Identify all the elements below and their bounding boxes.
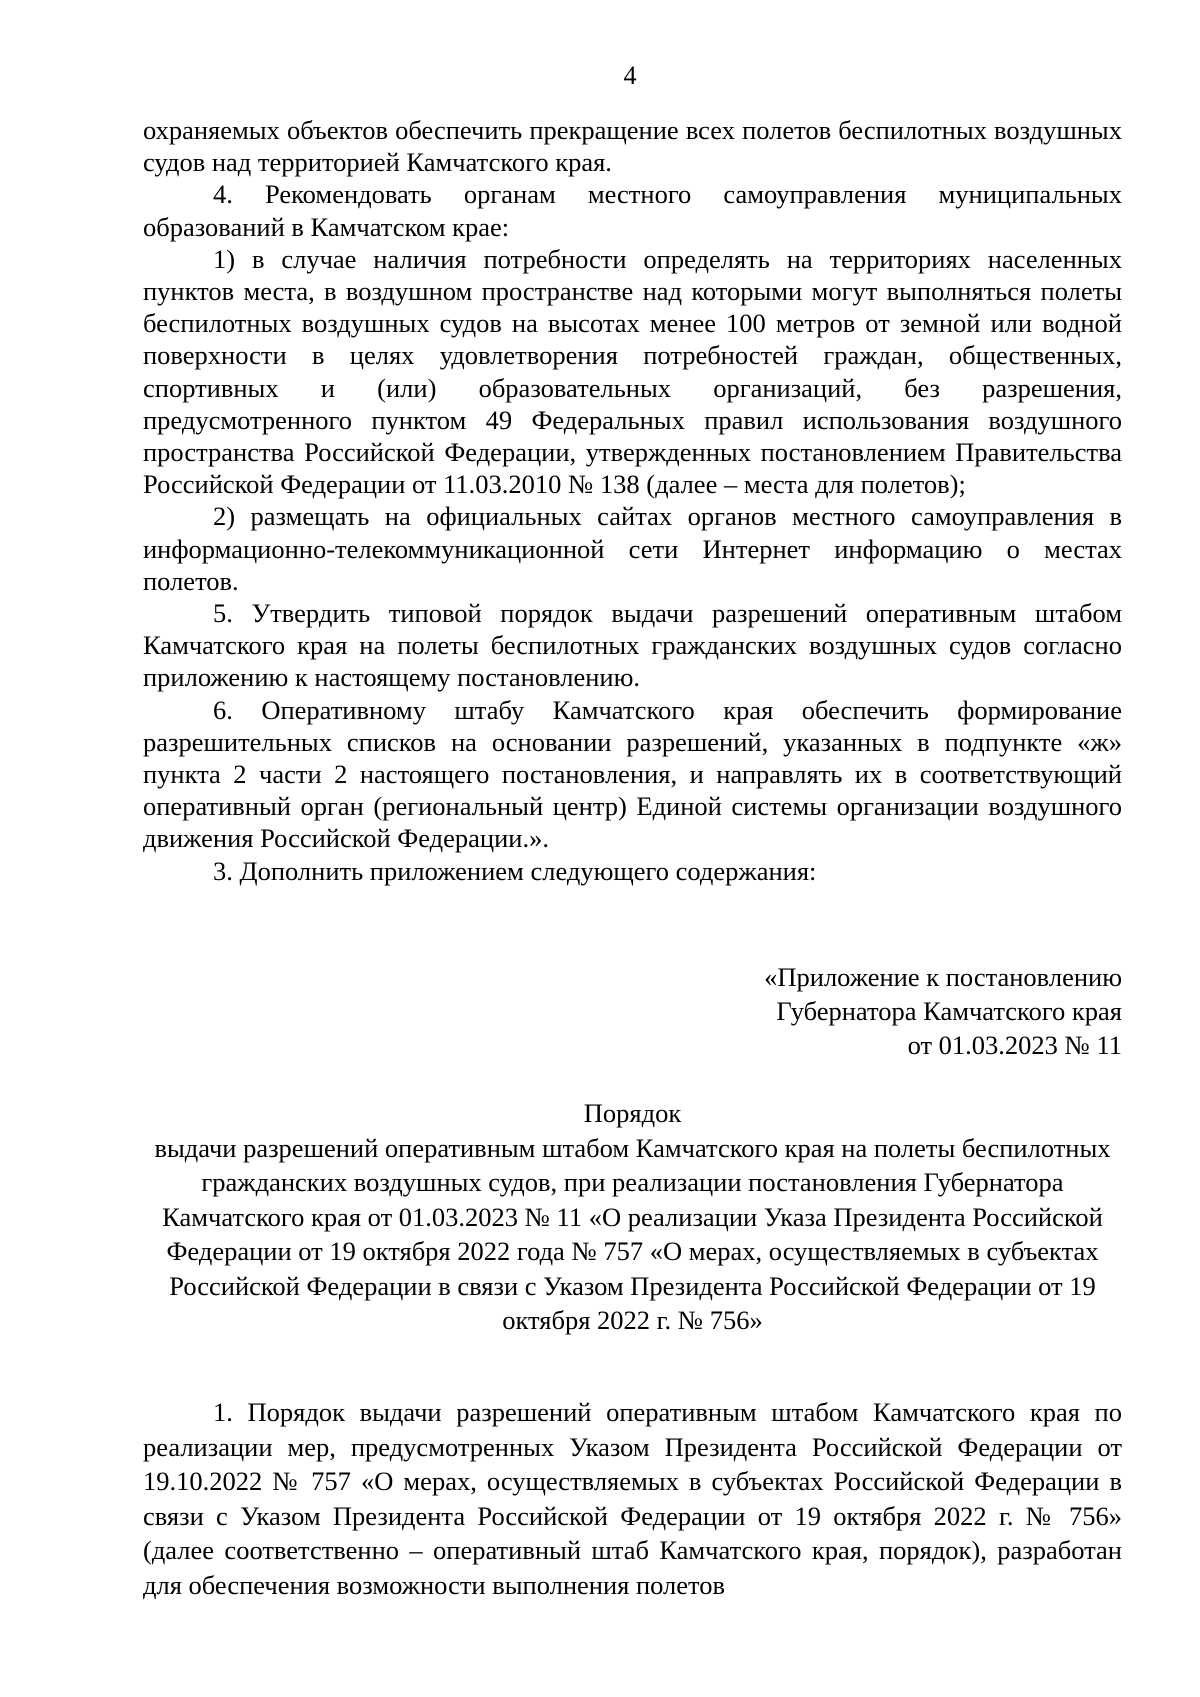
paragraph-subitem-2: 2) размещать на официальных сайтах органов местного самоуправления в информационно-телекоммуникационной сети Интернет информацию о местах полетов.	[143, 501, 1122, 596]
body-text	[143, 114, 1122, 887]
order-point-1: 1. Порядок выдачи разрешений оперативным штабом Камчатского края по реализации мер, предусмотренных Указом Президента Российской Федерации от 19.10.2022 № 757 «О мерах, осуществляемых в субъектах Российской Федерации в связи с Указом Президента Российской Федерации от 19 октября 2022 г. № 756» (далее соответственно – оперативный штаб Камчатского края, порядок), разработан для обеспечения возможности выполнения полетов	[143, 1397, 1122, 1600]
paragraph-item-4: 4. Рекомендовать органам местного самоуправления муниципальных образований в Камчатском крае:	[143, 179, 1122, 242]
appendix-note-line: «Приложение к постановлению	[764, 962, 1122, 992]
order-title-block	[143, 1096, 1122, 1338]
appendix-note-line: Губернатора Камчатского края	[776, 996, 1122, 1026]
paragraph-continuation: охраняемых объектов обеспечить прекращение всех полетов беспилотных воздушных судов над территорией Камчатского края.	[143, 115, 1122, 178]
paragraph-subitem-1: 1) в случае наличия потребности определять на территориях населенных пунктов места, в воздушном пространстве над которыми могут выполняться полеты беспилотных воздушных судов на высотах менее 100 метров от земной или водной поверхности в целях удовлетворения потребностей граждан, общественных, спортивных и (или) образовательных организаций, без разрешения, предусмотренного пунктом 49 Федеральных правил использования воздушного пространства Российской Федерации, утвержденных постановлением Правительства Российской Федерации от 11.03.2010 № 138 (далее – места для полетов);	[143, 243, 1122, 500]
paragraph-item-6: 6. Оперативному штабу Камчатского края обеспечить формирование разрешительных списков на основании разрешений, указанных в подпункте «ж» пункта 2 части 2 настоящего постановления, и направлять их в соответствующий оперативный орган (региональный центр) Единой системы организации воздушного движения Российской Федерации.».	[143, 694, 1122, 854]
order-body	[143, 1395, 1122, 1602]
order-heading: Порядок	[583, 1098, 682, 1128]
appendix-note	[522, 960, 1122, 1062]
paragraph-item-5: 5. Утвердить типовой порядок выдачи разрешений оперативным штабом Камчатского края на полеты беспилотных гражданских воздушных судов согласно приложению к настоящему постановлению.	[143, 598, 1122, 693]
page-number: 4	[623, 61, 637, 90]
appendix-note-line: от 01.03.2023 № 11	[907, 1030, 1122, 1060]
order-subheading: выдачи разрешений оперативным штабом Камчатского края на полеты беспилотных гражданских воздушных судов, при реализации постановления Губернатора Камчатского края от 01.03.2023 № 11 «О реализации Указа Президента Российской Федерации от 19 октября 2022 года № 757 «О мерах, осуществляемых в субъектах Российской Федерации в связи с Указом Президента Российской Федерации от 19 октября 2022 г. № 756»	[154, 1132, 1111, 1335]
paragraph-item-3: 3. Дополнить приложением следующего содержания:	[213, 855, 817, 886]
